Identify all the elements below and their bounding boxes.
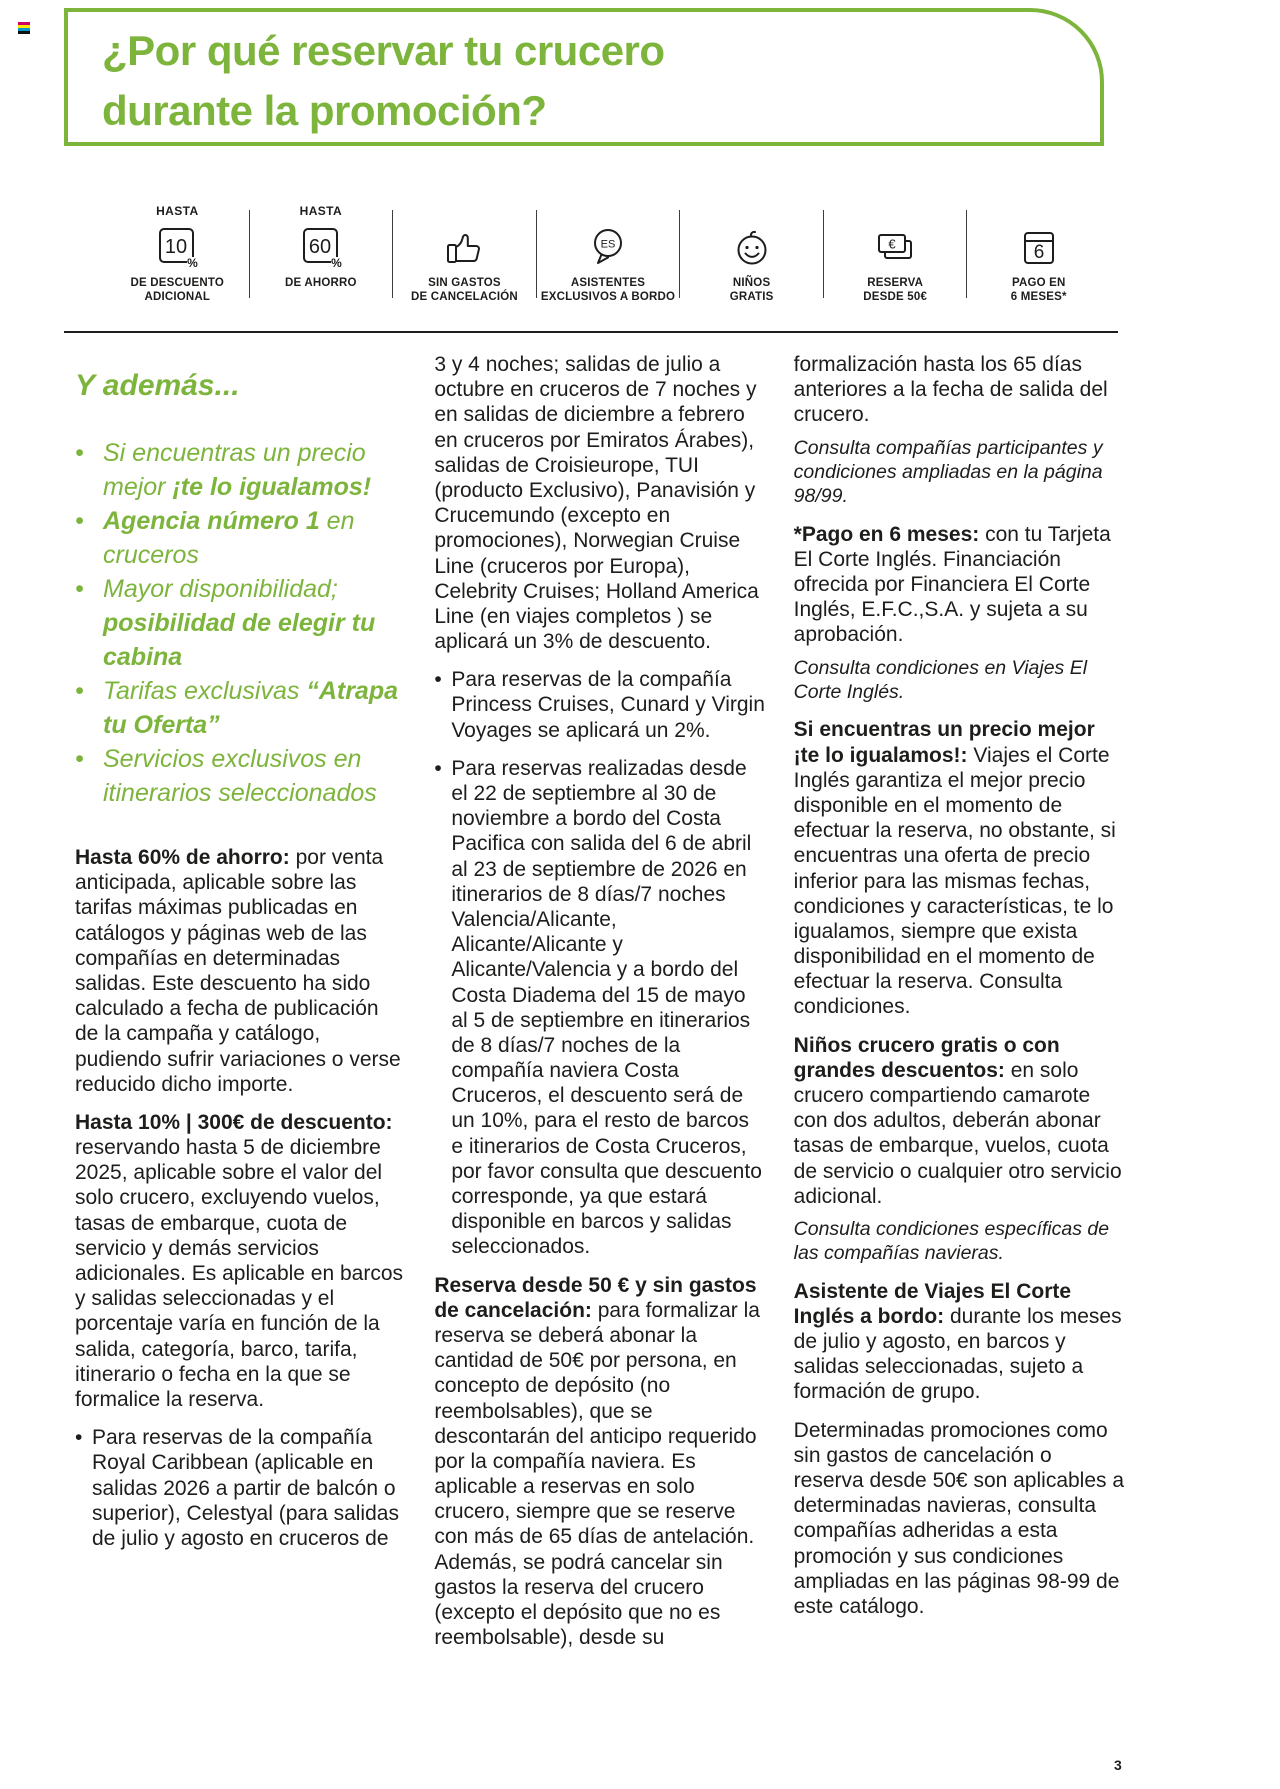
text-runs: Si encuentras un precio mejor ¡te lo igualamos! <box>103 439 372 501</box>
percent-box-icon <box>154 221 200 273</box>
benefit-sin-gastos-cancelacion <box>393 204 536 304</box>
column-right <box>794 352 1125 1663</box>
bullet-marker: • <box>434 756 442 780</box>
benefit-label <box>730 276 774 304</box>
benefit-top-label: HASTA <box>299 204 343 218</box>
text-block <box>75 572 406 674</box>
text-block <box>75 1110 406 1412</box>
color-stripe <box>18 31 30 34</box>
text-runs: Consulta condiciones en Viajes El Corte Inglés. <box>793 656 1088 703</box>
text-runs: Hasta 60% de ahorro: por venta anticipada, aplicable sobre las tarifas máximas publicadas en catálogos y páginas web de las compañías en determinadas salidas. Este descuento ha sido calculado a fecha de publicación de la campaña y catálogo, pudiendo sufrir variaciones o verse reducido dicho importe. <box>75 846 401 1096</box>
bullet-marker: • <box>75 575 84 603</box>
benefit-pago-6-meses <box>967 204 1110 304</box>
text-runs: Agencia número 1 en cruceros <box>103 507 355 569</box>
benefit-ahorro <box>250 204 393 304</box>
promo-header-box <box>64 8 1104 146</box>
text-block <box>434 756 765 1260</box>
euro-notes-icon <box>872 221 918 273</box>
bullet-marker: • <box>75 439 84 467</box>
text-block <box>75 674 406 742</box>
benefit-label <box>1011 276 1067 304</box>
benefit-label-line: DESDE 50€ <box>863 291 928 303</box>
text-runs: Mayor disponibilidad; posibilidad de elegir tu cabina <box>103 575 376 671</box>
svg-text:%: % <box>187 256 199 270</box>
page-title <box>102 21 665 141</box>
benefit-label-line: DE CANCELACIÓN <box>410 291 518 303</box>
benefit-reserva-desde-50 <box>824 204 967 304</box>
text-block <box>75 810 406 832</box>
fine-print <box>794 656 1125 705</box>
benefits-bar <box>106 204 1110 304</box>
text-block <box>75 742 406 810</box>
text-runs: Si encuentras un precio mejor ¡te lo igualamos!: Viajes el Corte Inglés garantiza el mejor precio disponible en el momento de efectuar la reserva, no obstante, si encuentras una oferta de precio inferior para las mismas fechas, condiciones y características, te lo igualamos, siempre que exista disponibilidad en el momento de efectuar la reserva. Consulta condiciones. <box>793 718 1116 1019</box>
bullet-marker: • <box>75 745 84 773</box>
text-runs: Determinadas promociones como sin gastos de cancelación o reserva desde 50€ son aplicables a determinadas navieras, consulta compañías adheridas a esta promoción y sus condiciones ampliadas en las páginas 98-99 de este catálogo. <box>793 1418 1125 1618</box>
benefit-label-line: PAGO EN <box>1011 277 1066 289</box>
svg-text:€: € <box>888 236 896 252</box>
page-title-line2: durante la promoción? <box>102 87 547 134</box>
svg-text:60: 60 <box>308 236 331 258</box>
svg-text:ES: ES <box>600 238 616 251</box>
text-block <box>434 352 765 654</box>
text-runs: Para reservas de la compañía Royal Caribbean (aplicable en salidas 2026 a partir de balcón o superior), Celestyal (para salidas de julio y agosto en cruceros de <box>92 1426 399 1550</box>
percent-box-icon <box>298 221 344 273</box>
text-block <box>794 717 1125 1019</box>
thumbs-up-icon <box>441 221 487 273</box>
benefit-label-line: ASISTENTES <box>570 277 646 289</box>
column-middle <box>434 352 765 1663</box>
text-runs: Para reservas realizadas desde el 22 de septiembre al 30 de noviembre a bordo del Costa Pacifica con salida del 6 de abril al 23 de septiembre de 2026 en itinerarios de 8 días/7 noches Valencia/Alicante, Alicante/Alicante y Alicante/Valencia y a bordo del Costa Diadema del 15 de mayo al 5 de septiembre en itinerarios de 8 días/7 noches de la compañía naviera Costa Cruceros, el descuento será de un 10%, para el resto de barcos e itinerarios de Costa Cruceros, por favor consulta que descuento corresponde, ya que estará disponible en barcos y salidas seleccionados. <box>451 756 762 1259</box>
text-block <box>794 1279 1125 1405</box>
text-block <box>794 522 1125 648</box>
text-runs: Y además... <box>75 369 240 402</box>
benefit-label <box>131 276 225 304</box>
benefit-label-line: ADICIONAL <box>144 291 211 303</box>
text-runs: Reserva desde 50 € y sin gastos de cancelación: para formalizar la reserva se deberá abonar la cantidad de 50€ por persona, en concepto de depósito (no reembolsables), que se descontarán del anticipo requerido por la compañía naviera. Es aplicable a reservas en solo crucero, siempre que se reserve con más de 65 días de antelación. Además, se podrá cancelar sin gastos la reserva del crucero (excepto el depósito que no es reembolsable), desde su <box>434 1273 760 1650</box>
page-title-line1: ¿Por qué reservar tu crucero <box>102 27 665 74</box>
bullet-marker: • <box>75 677 84 705</box>
benefit-label-line: RESERVA <box>867 277 924 289</box>
benefit-label-line: SIN GASTOS <box>428 277 501 289</box>
benefit-top-label: HASTA <box>156 204 199 218</box>
text-block <box>75 1425 406 1551</box>
text-block <box>75 436 406 504</box>
text-runs: Hasta 10% | 300€ de descuento: reservando hasta 5 de diciembre 2025, aplicable sobre el valor del solo crucero, excluyendo vuelos, tasas de embarque, cuota de servicio y demás servicios adicionales. Es aplicable en barcos y salidas seleccionadas y el porcentaje varía en función de la salida, categoría, barco, tarifa, itinerario o fecha en la que se formalice la reserva. <box>75 1110 404 1411</box>
text-runs: formalización hasta los 65 días anteriores a la fecha de salida del crucero. <box>793 353 1108 427</box>
benefit-label <box>285 276 357 290</box>
benefit-label <box>541 276 675 304</box>
text-block <box>75 845 406 1097</box>
text-runs: 3 y 4 noches; salidas de julio a octubre en cruceros de 7 noches y en salidas de diciembre a febrero en cruceros por Emiratos Árabes), salidas de Croisieurope, TUI (producto Exclusivo), Panavisión y Crucemundo (excepto en promociones), Norwegian Cruise Line (cruceros por Europa), Celebrity Cruises; Holland America Line (en viajes completos ) se aplicará un 3% de descuento. <box>434 353 759 654</box>
benefit-label-line: 6 MESES* <box>1010 291 1067 303</box>
text-block <box>794 1418 1125 1620</box>
text-block <box>75 504 406 572</box>
es-bubble-icon <box>585 221 631 273</box>
benefit-ninos-gratis <box>680 204 823 304</box>
fine-print <box>794 1217 1125 1266</box>
fine-print <box>794 436 1125 509</box>
text-block <box>794 1033 1125 1209</box>
divider-rule <box>64 331 1118 333</box>
bullet-marker: • <box>75 1426 83 1450</box>
calendar-6-icon <box>1016 221 1062 273</box>
benefit-descuento-adicional <box>106 204 249 304</box>
child-face-icon <box>729 221 775 273</box>
text-block <box>75 368 406 404</box>
bullet-marker: • <box>434 668 442 692</box>
text-block <box>434 667 765 743</box>
bullet-marker: • <box>75 507 84 535</box>
text-runs: Niños crucero gratis o con grandes descuentos: en solo crucero compartiendo camarote con dos adultos, deberán abonar tasas de embarque, vuelos, cuota de servicio o cualquier otro servicio adicional. <box>793 1033 1122 1208</box>
content-columns <box>75 352 1125 1663</box>
text-runs: Para reservas de la compañía Princess Cruises, Cunard y Virgin Voyages se aplicará un 2%. <box>451 668 765 742</box>
print-registration-mark <box>18 22 30 34</box>
text-runs: Consulta condiciones específicas de las compañías navieras. <box>793 1217 1110 1265</box>
benefit-label-line: DE DESCUENTO <box>130 277 225 289</box>
benefit-label-line: NIÑOS <box>732 277 771 289</box>
benefit-label <box>411 276 518 304</box>
benefit-label-line: DE AHORRO <box>285 277 357 289</box>
text-runs: Servicios exclusivos en itinerarios seleccionados <box>103 745 377 807</box>
benefit-label-line: GRATIS <box>729 291 774 303</box>
svg-text:%: % <box>331 256 342 270</box>
svg-text:6: 6 <box>1033 242 1045 263</box>
svg-text:10: 10 <box>165 236 188 258</box>
benefit-asistentes-a-bordo <box>537 204 680 304</box>
text-block <box>794 352 1125 428</box>
page-number: 3 <box>1114 1757 1122 1773</box>
text-block <box>434 1273 765 1651</box>
benefit-label-line: EXCLUSIVOS A BORDO <box>540 291 676 303</box>
text-runs: Tarifas exclusivas “Atrapa tu Oferta” <box>103 677 399 739</box>
benefit-label <box>863 276 927 304</box>
column-left <box>75 352 406 1663</box>
text-runs: *Pago en 6 meses: con tu Tarjeta El Corte Inglés. Financiación ofrecida por Financiera El Corte Inglés, E.F.C.,S.A. y sujeta a su aprobación. <box>793 522 1111 647</box>
text-runs: Asistente de Viajes El Corte Inglés a bordo: durante los meses de julio y agosto, en barcos y salidas seleccionadas, sujeto a formación de grupo. <box>793 1279 1122 1404</box>
text-runs: Consulta compañías participantes y condiciones ampliadas en la página 98/99. <box>793 436 1103 508</box>
